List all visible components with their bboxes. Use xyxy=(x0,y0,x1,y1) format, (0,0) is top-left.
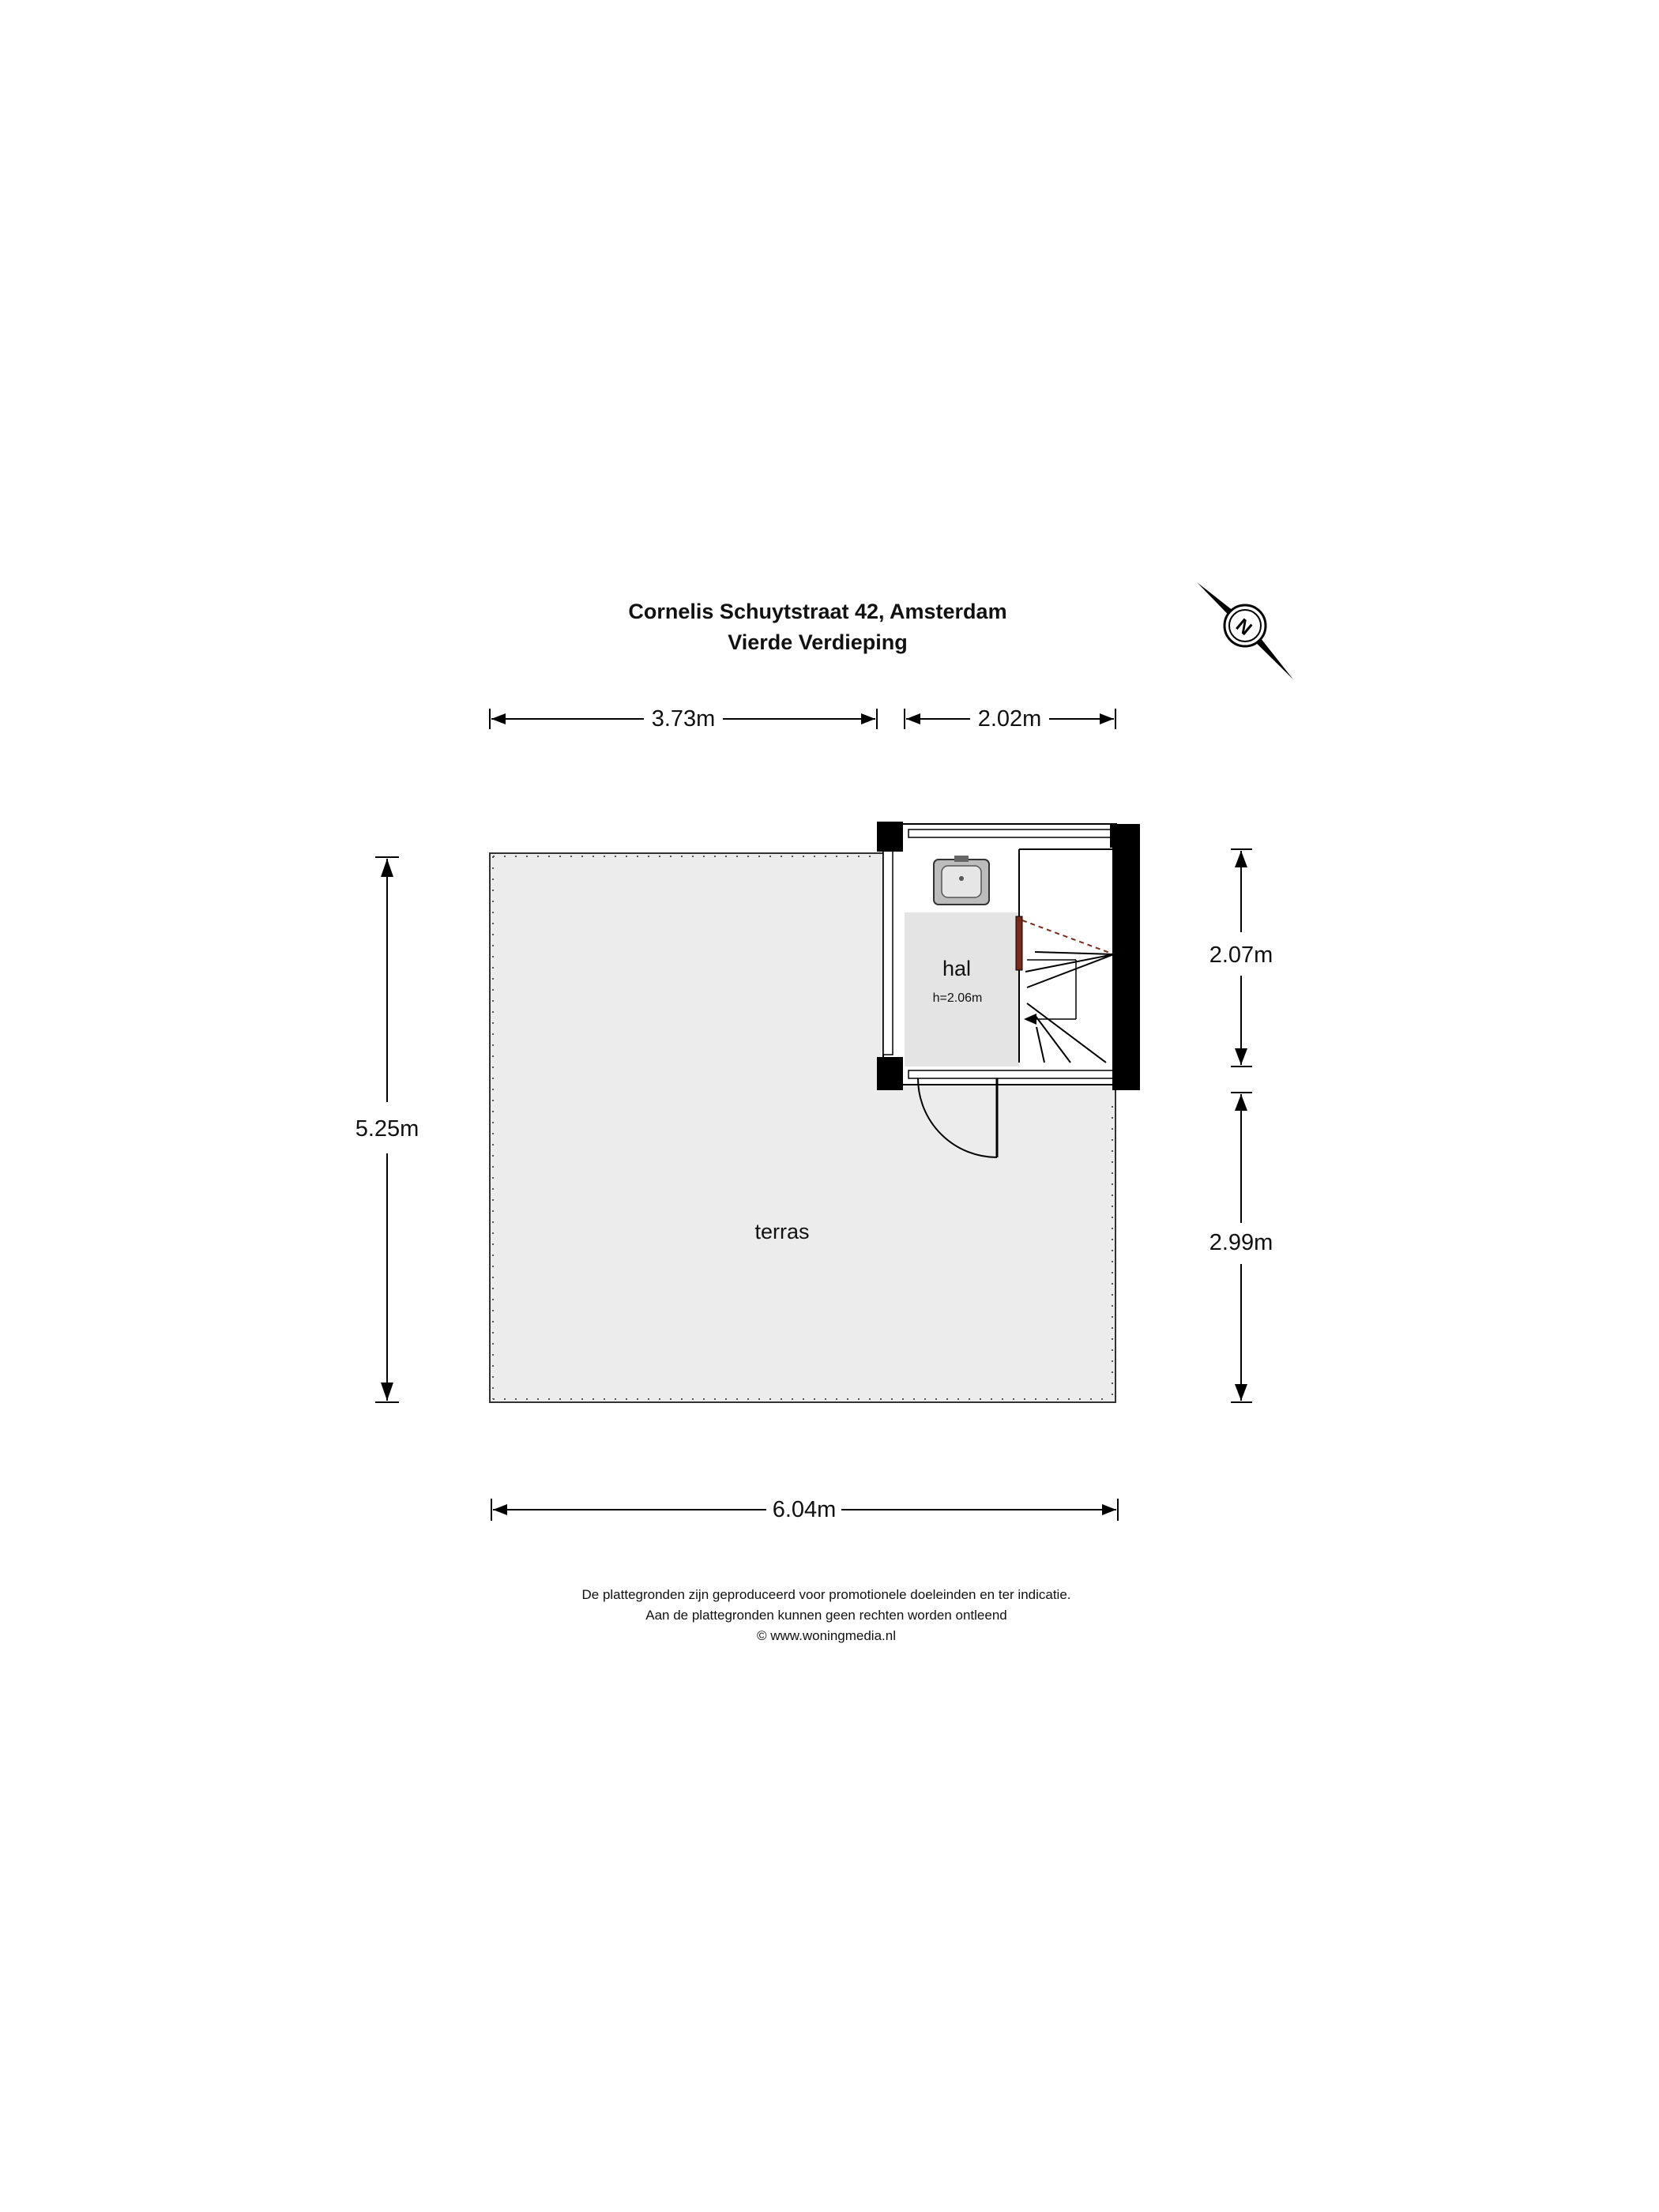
copyright-line: © www.woningmedia.nl xyxy=(757,1628,896,1643)
dimension-right-bottom xyxy=(1209,1093,1273,1402)
column xyxy=(1112,824,1140,1090)
hall-label: hal xyxy=(942,957,972,980)
dimension-label: 3.73m xyxy=(651,706,716,732)
disclaimer-line-1: De plattegronden zijn geproduceerd voor promotionele doeleinden en ter indicatie. xyxy=(581,1587,1071,1602)
compass-label: N xyxy=(1232,614,1256,640)
column xyxy=(877,1057,903,1090)
dimension-label: 5.25m xyxy=(355,1116,419,1142)
compass-icon xyxy=(1197,582,1293,679)
terrace-label: terras xyxy=(754,1220,810,1243)
floor-title: Vierde Verdieping xyxy=(728,630,908,654)
dimension-label: 6.04m xyxy=(772,1497,837,1522)
dimension-top-right xyxy=(905,706,1115,732)
dimension-label: 2.07m xyxy=(1209,942,1273,968)
hall-floor xyxy=(905,912,1019,1066)
dimension-label: 2.02m xyxy=(977,706,1042,732)
sink-icon xyxy=(934,856,989,905)
dimension-bottom xyxy=(491,1497,1118,1522)
hall-height-label: h=2.06m xyxy=(932,991,983,1005)
dimension-left xyxy=(356,857,419,1402)
dimension-top-left xyxy=(490,706,877,732)
column xyxy=(877,822,903,852)
disclaimer-line-2: Aan de plattegronden kunnen geen rechten worden ontleend xyxy=(645,1608,1007,1623)
dimension-right-top xyxy=(1209,849,1273,1066)
address-title: Cornelis Schuytstraat 42, Amsterdam xyxy=(628,600,1007,623)
dimension-label: 2.99m xyxy=(1209,1230,1273,1255)
